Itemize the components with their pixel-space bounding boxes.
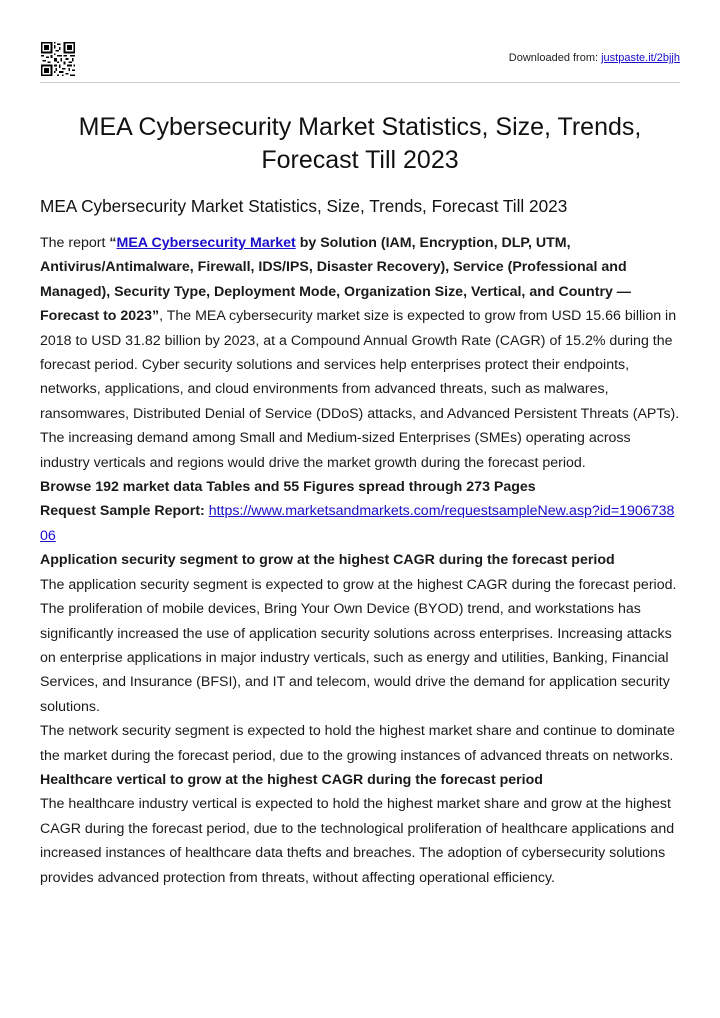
article-body (40, 231, 682, 890)
section2-paragraph-1: The healthcare industry vertical is expected to hold the highest market share and grow at the highest CAGR during the forecast period, due to the technological proliferation of healthcare applications and increased instances of healthcare data thefts and breaches. The adoption of cybersecurity solutions provides advanced protection from threats, without affecting operational efficiency. (40, 796, 675, 886)
report-scope: by Solution (IAM, Encryption, DLP, UTM, Antivirus/Antimalware, Firewall, IDS/IPS, Disaster Recovery), Service (Professional and Managed), Security Type, Deployment Mode, Organization Size, Vertical, and Country — Forecast to 2023” (40, 235, 631, 325)
section1-paragraph-2: The network security segment is expected to hold the highest market share and continue to dominate the market during the forecast period, due to the growing instances of advanced threats on networks. (40, 723, 675, 764)
section2-heading: Healthcare vertical to grow at the highest CAGR during the forecast period (40, 771, 543, 788)
download-prefix: Downloaded from: (508, 52, 602, 64)
section-heading-healthcare (40, 768, 682, 792)
intro-paragraph (40, 231, 682, 475)
market-report-link[interactable]: MEA Cybersecurity Market (116, 235, 296, 251)
browse-line (40, 475, 682, 499)
intro-text: , The MEA cybersecurity market size is expected to grow from USD 15.66 billion in 2018 to USD 31.82 billion by 2023, at a Compound Annual Growth Rate (CAGR) of 15.2% during the forecast period. Cyber security solutions and services help enterprises protect their endpoints, networks, applications, and cloud environments from advanced threats, such as malwares, ransomwares, Distributed Denial of Service (DDoS) attacks, and Advanced Persistent Threats (APTs). The increasing demand among Small and Medium-sized Enterprises (SMEs) operating across industry verticals and regions would drive the market growth during the forecast period. (40, 308, 680, 471)
intro-quote-open: “ (109, 235, 117, 251)
download-source (509, 52, 680, 64)
sample-label: Request Sample Report: (40, 503, 209, 520)
page-title: MEA Cybersecurity Market Statistics, Size, Trends, Forecast Till 2023 (78, 113, 642, 174)
section-heading-application (40, 548, 682, 572)
header-divider (40, 82, 680, 83)
download-link[interactable]: justpaste.it/2bjjh (601, 52, 680, 64)
sample-report-link[interactable]: https://www.marketsandmarkets.com/requestsampleNew.asp?id=190673806 (40, 503, 675, 544)
qr-code-icon (41, 42, 75, 76)
section1-heading: Application security segment to grow at the highest CAGR during the forecast period (40, 552, 615, 569)
intro-lead: The report (40, 235, 110, 251)
sample-line (40, 499, 682, 548)
section1-paragraph-1: The application security segment is expected to grow at the highest CAGR during the forecast period. The proliferation of mobile devices, Bring Your Own Device (BYOD) trend, and workstations has significantly increased the use of application security solutions across enterprises. Increasing attacks on enterprise applications in major industry verticals, such as energy and utilities, Banking, Financial Services, and Insurance (BFSI), and IT and telecom, would drive the demand for application security solutions. (40, 576, 677, 715)
page-subtitle: MEA Cybersecurity Market Statistics, Size, Trends, Forecast Till 2023 (40, 196, 568, 216)
browse-text: Browse 192 market data Tables and 55 Figures spread through 273 Pages (40, 479, 536, 496)
